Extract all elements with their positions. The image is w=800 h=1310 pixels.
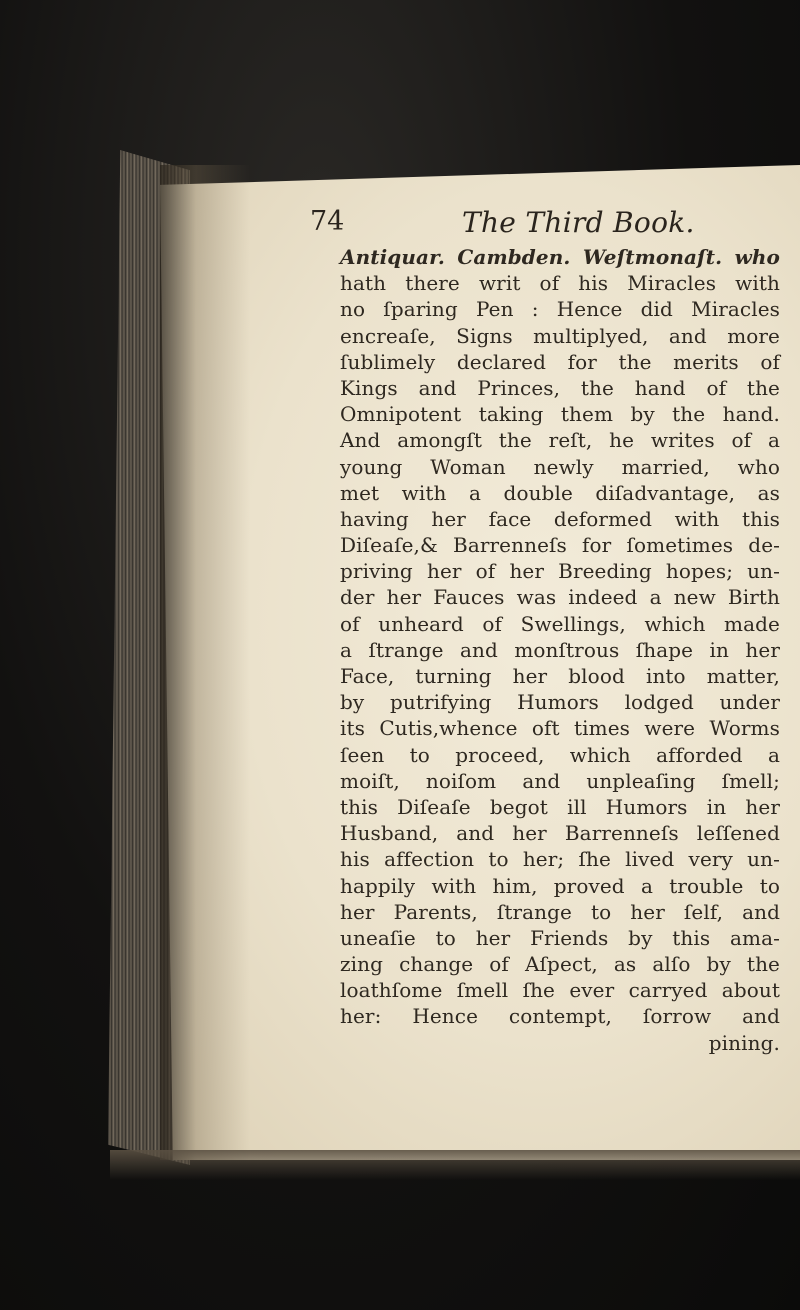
text-line: this Diſeaſe begot ill Humors in her: [340, 794, 780, 819]
text-line: his affection to her; ſhe lived very un-: [340, 847, 780, 872]
text-line: And amongſt the reſt, he writes of a: [340, 428, 780, 453]
text-line: having her face deformed with this: [340, 506, 780, 531]
text-line: ſeen to proceed, which afforded a: [340, 742, 780, 767]
text-line: a ſtrange and monſtrous ſhape in her: [340, 637, 780, 662]
text-line: Face, turning her blood into matter,: [340, 664, 780, 688]
text-line: hath there writ of his Miracles with: [340, 271, 780, 296]
text-line: Kings and Princes, the hand of the: [340, 375, 780, 400]
text-line: uneaſie to her Friends by this ama-: [340, 925, 780, 950]
running-head: The Third Book.: [462, 206, 695, 239]
text-line: her: Hence contempt, ſorrow and: [340, 1004, 780, 1029]
body-text: [340, 244, 780, 1056]
text-line: moiſt, noiſom and unpleaſing ſmell;: [340, 768, 780, 793]
text-line: Antiquar. Cambden. Weſtmonaſt. who: [340, 245, 780, 269]
text-line: by putrifying Humors lodged under: [340, 690, 780, 715]
text-line: Diſeaſe,& Barrenneſs for ſometimes de-: [340, 533, 780, 558]
text-line: zing change of Aſpect, as alſo by the: [340, 952, 780, 977]
page-number: 74: [310, 206, 345, 237]
text-line: its Cutis,whence oft times were Worms: [340, 716, 780, 741]
text-line: no ſparing Pen : Hence did Miracles: [340, 297, 780, 322]
text-line: Omnipotent taking them by the hand.: [340, 402, 780, 427]
text-line: met with a double diſadvantage, as: [340, 480, 780, 505]
text-line: Husband, and her Barrenneſs leſſened: [340, 821, 780, 846]
text-line: ſublimely declared for the merits of: [340, 349, 780, 374]
text-line: her Parents, ſtrange to her ſelf, and: [340, 899, 780, 924]
page-bottom-edge: [110, 1150, 800, 1180]
text-line: priving her of her Breeding hopes; un-: [340, 559, 780, 584]
catchword: pining.: [708, 1030, 780, 1055]
text-line: of unheard of Swellings, which made: [340, 611, 780, 636]
text-line: happily with him, proved a trouble to: [340, 873, 780, 898]
text-line: der her Fauces was indeed a new Birth: [340, 585, 780, 610]
text-line: young Woman newly married, who: [340, 454, 780, 479]
text-line: loathſome ſmell ſhe ever carryed about: [340, 978, 780, 1003]
text-line: encreaſe, Signs multiplyed, and more: [340, 323, 780, 348]
